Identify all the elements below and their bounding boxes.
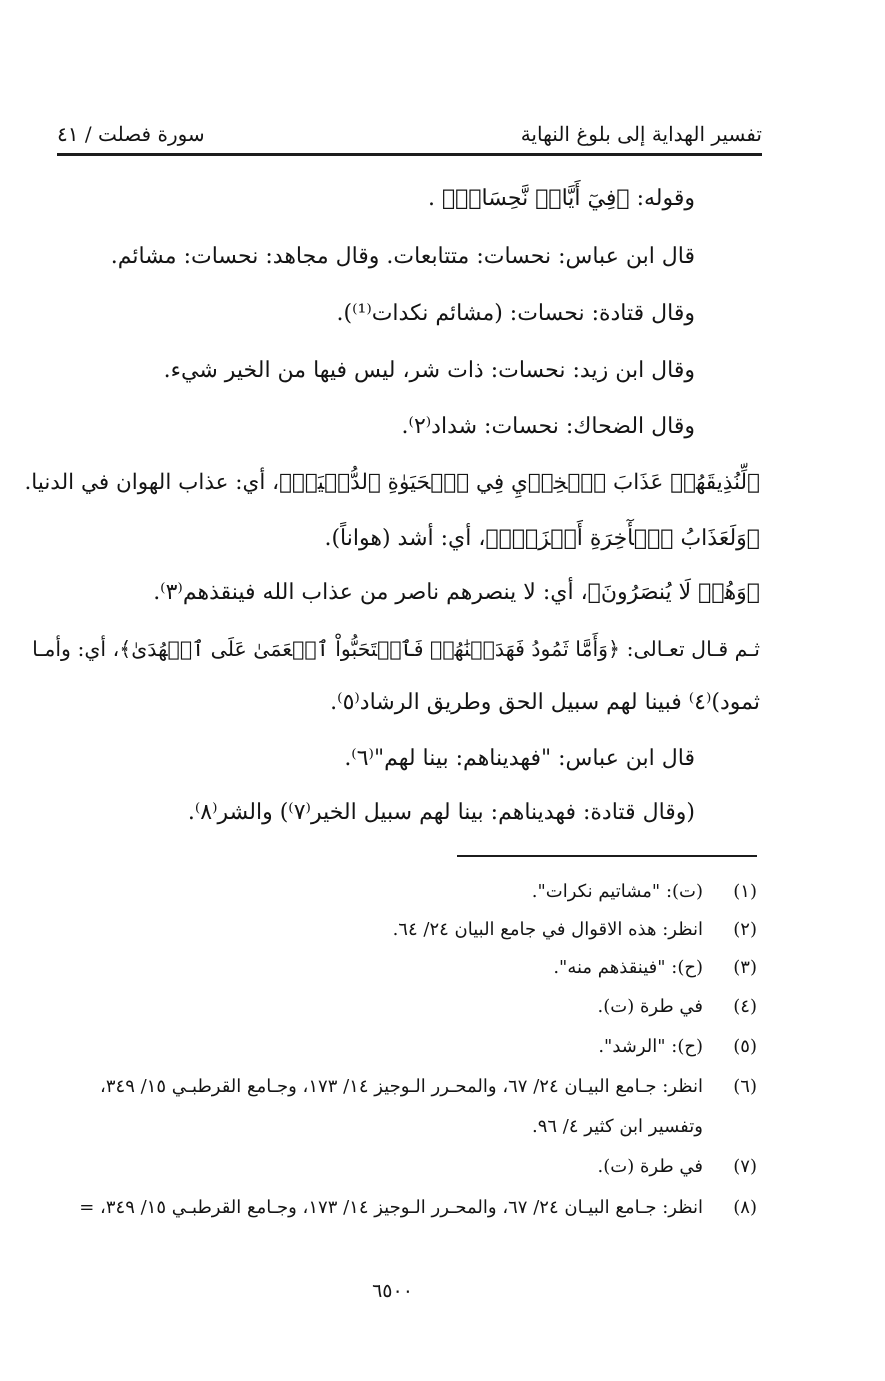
surah-label: سورة فصلت / ٤١ <box>57 122 205 146</box>
footnote-text: (ح): "فينقذهم منه". <box>553 957 703 978</box>
footnote-text: انظر: هذه الاقوال في جامع البيان ٢٤/ ٦٤. <box>392 919 703 940</box>
book-title: تفسير الهداية إلى بلوغ النهاية <box>520 122 762 146</box>
body-line-6: ﴿لِّنُذِيقَهُمۡ عَذَابَ ٱلۡخِزۡيِ فِي ٱلۡحَيَوٰةِ ٱلدُّنۡيَاۖ﴾، أي: عذاب الهوان في الدنيا. <box>24 470 760 495</box>
body-line-2: قال ابن عباس: نحسات: متتابعات. وقال مجاهد: نحسات: مشائم. <box>110 244 695 269</box>
body-line-4: وقال ابن زيد: نحسات: ذات شر، ليس فيها من الخير شيء. <box>163 358 695 383</box>
body-line-12: (وقال قتادة: فهديناهم: بينا لهم سبيل الخير⁽٧⁾) والشر⁽٨⁾. <box>187 800 695 825</box>
header-divider <box>57 153 762 156</box>
footnote-text: (ح): "الرشد". <box>598 1036 703 1057</box>
page-number: ٦٥٠٠ <box>372 1280 413 1302</box>
footnote-number: (٣) <box>733 957 757 978</box>
body-line-7: ﴿وَلَعَذَابُ ٱلۡأٓخِرَةِ أَخۡزَىٰۖ﴾، أي: أشد (هواناً). <box>324 526 760 551</box>
footnote-text: انظر: جـامع البيـان ٢٤/ ٦٧، والمحـرر الـوجيز ١٤/ ١٧٣، وجـامع القرطبـي ١٥/ ٣٤٩، = <box>79 1197 703 1218</box>
body-line-11: قال ابن عباس: "فهديناهم: بينا لهم"⁽٦⁾. <box>344 746 695 771</box>
footnote-text: (ت): "مشاتيم نكرات". <box>531 881 703 902</box>
body-line-5: وقال الضحاك: نحسات: شداد⁽٢⁾. <box>401 414 695 439</box>
body-line-8: ﴿وَهُمۡ لَا يُنصَرُونَ﴾، أي: لا ينصرهم ناصر من عذاب الله فينقذهم⁽٣⁾. <box>153 580 760 605</box>
running-header <box>57 112 762 152</box>
body-line-1: وقوله: ﴿فِيٓ أَيَّامٖ نَّحِسَاتٖ﴾ . <box>427 186 695 211</box>
footnote-text: في طرة (ت). <box>597 996 703 1017</box>
footnote-number: (٢) <box>733 919 757 940</box>
body-line-3: وقال قتادة: نحسات: (مشائم نكدات⁽¹⁾). <box>336 301 695 326</box>
footnote-number: (١) <box>733 881 757 902</box>
footnote-text: في طرة (ت). <box>597 1156 703 1177</box>
footnote-number: (٦) <box>733 1076 757 1097</box>
body-line-10: ثمود)⁽٤⁾ فبينا لهم سبيل الحق وطريق الرشاد⁽٥⁾. <box>330 690 760 715</box>
footnote-number: (٧) <box>733 1156 757 1177</box>
footnote-divider <box>457 855 757 857</box>
footnote-number: (٥) <box>733 1036 757 1057</box>
footnote-number: (٤) <box>733 996 757 1017</box>
footnote-text: انظر: جـامع البيـان ٢٤/ ٦٧، والمحـرر الـوجيز ١٤/ ١٧٣، وجـامع القرطبـي ١٥/ ٣٤٩، <box>100 1076 703 1097</box>
body-line-9: ثـم قـال تعـالى: ﴿وَأَمَّا ثَمُودُ فَهَدَيۡنَٰهُمۡ فَٱسۡتَحَبُّواْ ٱلۡعَمَىٰ عَلَى ٱلۡهُدَىٰ﴾، أي: وأمـا <box>32 637 760 661</box>
footnote-text-continued: وتفسير ابن كثير ٤/ ٩٦. <box>531 1116 703 1137</box>
footnote-number: (٨) <box>733 1197 757 1218</box>
